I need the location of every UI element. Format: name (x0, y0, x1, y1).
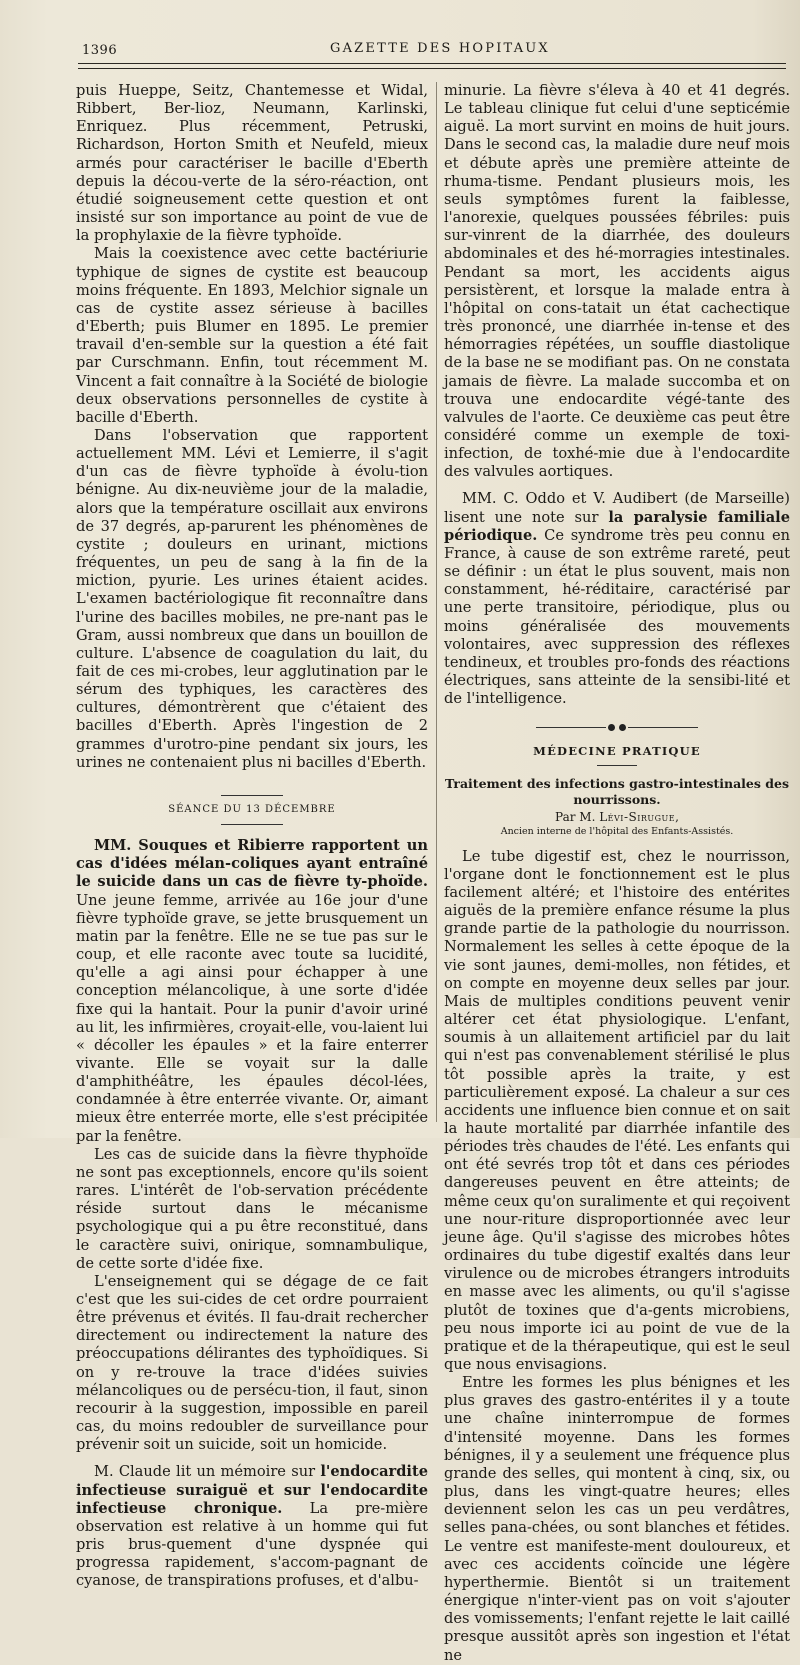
left-column (76, 82, 428, 1591)
section-title: MÉDECINE PRATIQUE (533, 744, 701, 759)
byline-prefix: Par M. (555, 809, 600, 824)
paragraph: minurie. La fièvre s'éleva à 40 et 41 degrés. Le tableau clinique fut celui d'une septicémie aiguë. La mort survint en moins de huit jours. Dans le second cas, la maladie dure neuf mois et débute après une première atteinte de rhuma-tisme. Pendant plusieurs mois, les seuls symptômes furent la faiblesse, l'anorexie, quelques poussées fébriles: puis sur-vinrent de la diarrhée, des douleurs abdominales et des hé-morragies intestinales. Pendant sa mort, les accidents aigus persistèrent, et lorsque la malade entra à l'hôpital on cons-tatait un état cachectique très prononcé, une diarrhée in-tense et des hémorragies répétées, un souffle diastolique de la base ne se modifiant pas. On ne constata jamais de fièvre. La malade succomba et on trouva une endocardite végé-tante des valvules de l'aorte. Ce deuxième cas peut être considéré comme un exemple de toxi-infection, de toxhé-mie due à l'endocardite des valvules aortiques. (444, 82, 790, 481)
paragraph: Le tube digestif est, chez le nourrisson, l'organe dont le fonctionnement est le plus facilement altéré; et l'histoire des entérites aiguës de la première enfance résume la plus grande partie de la pathologie du nourrisson. Normalement les selles à cette époque de la vie sont jaunes, demi-molles, non fétides, et on compte en moyenne deux selles par jour. Mais de multiples conditions peuvent venir altérer cet état physiologique. L'enfant, soumis à un allaitement artificiel par du lait qui n'est pas convenablement stérilisé le plus tôt possible après la traite, y est particulièrement exposé. La chaleur a sur ces accidents une influence bien connue et on sait la haute mortalité par diarrhée infantile des périodes très chaudes de l'été. Les enfants qui ont été sevrés trop tôt et dans ces périodes dangereuses peuvent en être atteints; de même ceux qu'on suralimente et qui reçoivent une nour-riture disproportionnée avec leur jeune âge. Qu'il s'agisse des microbes hôtes ordinaires du tube digestif exaltés dans leur virulence ou de microbes étrangers introduits en masse avec les aliments, ou qu'il s'agisse plutôt de toxines que d'a-gents microbiens, peu nous importe ici au point de vue de la pratique et de la thérapeutique, qui est le seul que nous envisagions. (444, 847, 790, 1373)
paragraph-body: La pre-mière observation est relative à un homme qui fut pris brus-quement d'une dyspnée qui progressa rapidement, s'accom-pagnant de cyanose, de transpirations profuses, et d'albu- (76, 1499, 428, 1590)
divider (221, 824, 283, 825)
paragraph-topic: la paralysie familiale périodique. (444, 508, 790, 544)
paragraph-body: Une jeune femme, arrivée au 16e jour d'une fièvre typhoïde grave, se jette brusquement un matin par la fenêtre. Elle ne se tue pas sur le coup, et elle raconte avec toute sa lucidité, qu'elle a agi ainsi pour échapper à une conception mélancolique, à une sorte d'idée fixe qui la hantait. Pour la punir d'avoir uriné au lit, les infirmières, croyait-elle, vou-laient lui « décoller les épaules » et la faire enterrer vivante. Elle se voyait sur la dalle d'amphithéâtre, les épaules décol-lées, condamnée à être enterrée vivante. Or, aimant mieux être enterrée morte, elle s'est précipitée par la fenêtre. (76, 891, 428, 1145)
paragraph: Entre les formes les plus bénignes et les plus graves des gastro-entérites il y a toute une chaîne ininterrompue de formes d'intensité moyenne. Dans les formes bénignes, il y a seulement une fréquence plus grande des selles, qui montent à cinq, six, ou plus, dans les vingt-quatre heures; elles deviennent selon les cas un peu verdâtres, selles pana-chées, ou sont blanches et fétides. Le ventre est manifeste-ment douloureux, et avec ces accidents coïncide une légère hyperthermie. Bientôt si un traitement énergique n'inter-vient pas on voit s'ajouter des vomissements; l'enfant rejette le lait caillé presque aussitôt après son ingestion et l'état ne (444, 1374, 790, 1664)
paragraph: puis Hueppe, Seitz, Chantemesse et Widal, Ribbert, Ber-lioz, Neumann, Karlinski, Enriquez. Plus récemment, Petruski, Richardson, Horton Smith et Neufeld, mieux armés pour caractériser le bacille d'Eberth depuis la décou-verte de la séro-réaction, ont étudié soigneusement cette question et ont insisté sur son importance au point de vue de la prophylaxie de la fièvre typhoïde. (76, 82, 428, 245)
byline (444, 810, 790, 825)
header-rule-thick (78, 63, 786, 64)
paragraph-lead: M. Claude lit un mémoire sur (94, 1463, 321, 1481)
author-affiliation: Ancien interne de l'hôpital des Enfants-Assistés. (500, 825, 734, 837)
page-header (70, 38, 786, 78)
byline-suffix: , (675, 809, 679, 824)
journal-title: GAZETTE DES HOPITAUX (330, 41, 550, 56)
page-number: 1396 (82, 43, 118, 58)
paragraph-lead: MM. Souques et Ribierre rapportent un cas d'idées mélan-coliques ayant entraîné le suicide dans un cas de fièvre ty-phoïde. (76, 837, 428, 891)
right-column (444, 82, 790, 1665)
session-heading (76, 795, 428, 825)
paragraph: Les cas de suicide dans la fièvre thyphoïde ne sont pas exceptionnels, encore qu'ils soient rares. L'intérêt de l'ob-servation précédente réside surtout dans le mécanisme psychologique qui a pu être reconstitué, dans le caractère suivi, onirique, somnambulique, de cette sorte d'idée fixe. (76, 1145, 428, 1272)
paragraph (76, 837, 428, 1146)
article-title: Traitement des infections gastro-intestinales des nourrissons. (444, 775, 790, 807)
paragraph: Dans l'observation que rapportent actuellement MM. Lévi et Lemierre, il s'agit d'un cas de fièvre typhoïde à évolu-tion bénigne. Au dix-neuvième jour de la maladie, alors que la température oscillait aux environs de 37 degrés, ap-parurent les phénomènes de cystite ; douleurs en urinant, mictions fréquentes, un peu de sang à la fin de la miction, pyurie. Les urines étaient acides. L'examen bactériologique fit reconnaître dans l'urine des bacilles mobiles, ne pre-nant pas le Gram, aussi nombreux que dans un bouillon de culture. L'absence de coagulation du lait, du fait de ces mi-crobes, leur agglutination par le sérum des typhiques, les caractères des cultures, démontrèrent que c'étaient des bacilles d'Eberth. Après l'ingestion de 2 grammes d'urotro-pine pendant six jours, les urines ne contenaient plus ni bacilles d'Eberth. (76, 426, 428, 771)
column-divider (436, 82, 437, 1122)
divider (221, 795, 283, 796)
divider (597, 765, 637, 766)
section-ornament (444, 718, 790, 736)
paragraph (76, 1463, 428, 1590)
paragraph-body: Ce syndrome très peu connu en France, à cause de son extrême rareté, peut se définir : un état le plus souvent, mais non constamment, hé-réditaire, caractérisé par une perte transitoire, périodique, plus ou moins généralisée des mouvements volontaires, avec suppression des réflexes tendineux, et troubles pro-fonds des réactions électriques, sans atteinte de la sensibi-lité et de l'intelligence. (444, 526, 790, 708)
paragraph-topic: l'endocardite infectieuse suraiguë et sur l'endocardite infectieuse chronique. (76, 1463, 428, 1517)
paragraph: L'enseignement qui se dégage de ce fait c'est que les sui-cides de cet ordre pourraient être prévenus et évités. Il fau-drait rechercher directement ou indirectement la nature des préoccupations délirantes des typhoïdiques. Si on y re-trouve la trace d'idées suivies mélancoliques ou de persécu-tion, il faut, sinon recourir à la suggestion, impossible en pareil cas, du moins redoubler de surveillance pour prévenir soit un suicide, soit un homicide. (76, 1272, 428, 1454)
paragraph: Mais la coexistence avec cette bactériurie typhique de signes de cystite est beaucoup moins fréquente. En 1893, Melchior signale un cas de cystite assez sérieuse à bacilles d'Eberth; puis Blumer en 1895. Le premier travail d'en-semble sur la question a été fait par Curschmann. Enfin, tout récemment M. Vincent a fait connaître à la Société de biologie deux observations personnelles de cystite à bacille d'Eberth. (76, 245, 428, 426)
author-name: Lévi-Sirugue (599, 809, 676, 824)
paragraph-lead: MM. C. Oddo et V. Audibert (de Marseille) lisent une note sur (444, 490, 790, 526)
session-date: SÉANCE DU 13 DÉCEMBRE (168, 803, 336, 815)
paragraph (444, 490, 790, 708)
header-rule-thin (78, 68, 786, 69)
